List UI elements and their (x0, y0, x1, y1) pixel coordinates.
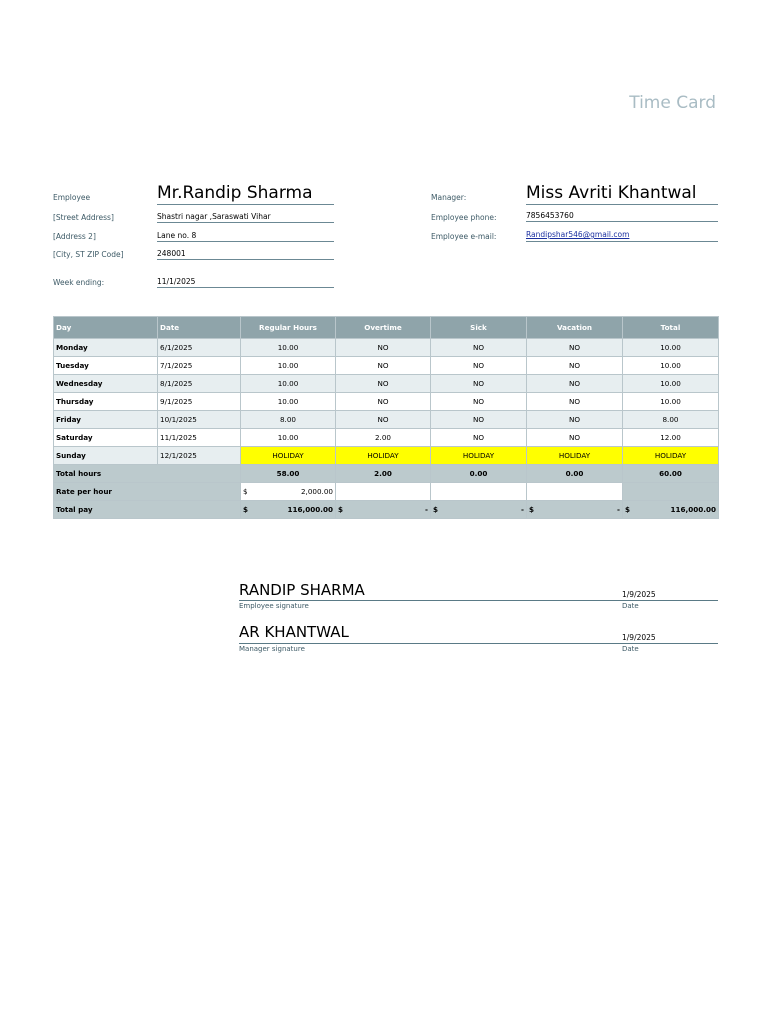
regular-hours-cell[interactable]: 8.00 (241, 411, 336, 429)
address2-label: [Address 2] (53, 232, 96, 241)
day-cell[interactable]: Sunday (54, 447, 158, 465)
manager-label: Manager: (431, 193, 467, 202)
currency-symbol: $ (243, 487, 248, 496)
date-cell[interactable]: 11/1/2025 (158, 429, 241, 447)
total-cell: 10.00 (623, 357, 719, 375)
manager-name-field[interactable] (526, 183, 718, 205)
employee-name-field[interactable] (157, 183, 334, 205)
rate-label: Rate per hour (54, 483, 241, 501)
week-ending-label: Week ending: (53, 278, 105, 287)
date-cell[interactable]: 12/1/2025 (158, 447, 241, 465)
vacation-cell[interactable]: NO (527, 339, 623, 357)
header-total: Total (623, 317, 719, 339)
total-hours-row (54, 465, 719, 483)
manager-signature[interactable]: AR KHANTWAL (239, 623, 349, 641)
regular-hours-cell[interactable]: 10.00 (241, 357, 336, 375)
day-cell[interactable]: Tuesday (54, 357, 158, 375)
table-row (54, 339, 719, 357)
employee-signature-date[interactable]: 1/9/2025 (622, 590, 656, 599)
city-field[interactable]: 248001 (157, 249, 334, 260)
city-label: [City, ST ZIP Code] (53, 250, 124, 259)
overtime-cell[interactable]: NO (336, 339, 431, 357)
date-cell[interactable]: 6/1/2025 (158, 339, 241, 357)
vacation-cell[interactable]: NO (527, 429, 623, 447)
day-cell[interactable]: Wednesday (54, 375, 158, 393)
sick-cell[interactable]: NO (431, 411, 527, 429)
overtime-cell[interactable]: NO (336, 357, 431, 375)
regular-hours-cell[interactable]: 10.00 (241, 429, 336, 447)
day-cell[interactable]: Thursday (54, 393, 158, 411)
rate-sick-cell[interactable] (431, 483, 527, 501)
total-pay-row (54, 501, 719, 519)
total-cell: 8.00 (623, 411, 719, 429)
manager-signature-date[interactable]: 1/9/2025 (622, 633, 656, 642)
week-ending-field[interactable]: 11/1/2025 (157, 277, 334, 288)
total-regular-hours: 58.00 (241, 465, 336, 483)
header-date: Date (158, 317, 241, 339)
sick-cell[interactable]: NO (431, 357, 527, 375)
pay-overtime: - (425, 505, 428, 514)
date-cell[interactable]: 7/1/2025 (158, 357, 241, 375)
currency-symbol: $ (338, 505, 344, 514)
table-row (54, 393, 719, 411)
sick-cell[interactable]: NO (431, 429, 527, 447)
vacation-cell[interactable]: NO (527, 393, 623, 411)
manager-date-caption: Date (622, 645, 639, 653)
page-title: Time Card (629, 93, 716, 113)
regular-hours-cell[interactable]: HOLIDAY (241, 447, 336, 465)
email-field[interactable] (526, 230, 718, 242)
table-row (54, 411, 719, 429)
total-all-hours: 60.00 (623, 465, 719, 483)
header-overtime: Overtime (336, 317, 431, 339)
pay-regular: 116,000.00 (287, 505, 333, 514)
pay-total-cell (623, 501, 719, 519)
regular-hours-cell[interactable]: 10.00 (241, 393, 336, 411)
header-regular-hours: Regular Hours (241, 317, 336, 339)
day-cell[interactable]: Monday (54, 339, 158, 357)
rate-overtime-cell[interactable] (336, 483, 431, 501)
pay-sick-cell (431, 501, 527, 519)
header-sick: Sick (431, 317, 527, 339)
email-label: Employee e-mail: (431, 232, 497, 241)
currency-symbol: $ (243, 505, 249, 514)
sick-cell[interactable]: HOLIDAY (431, 447, 527, 465)
manager-signature-caption: Manager signature (239, 645, 305, 653)
street-field[interactable]: Shastri nagar ,Saraswati Vihar (157, 212, 334, 223)
rate-regular-cell[interactable] (241, 483, 336, 501)
regular-hours-cell[interactable]: 10.00 (241, 375, 336, 393)
header-vacation: Vacation (527, 317, 623, 339)
total-cell: 10.00 (623, 375, 719, 393)
sick-cell[interactable]: NO (431, 393, 527, 411)
sick-cell[interactable]: NO (431, 375, 527, 393)
time-card-table (53, 316, 719, 519)
employee-signature-caption: Employee signature (239, 602, 309, 610)
total-cell: 10.00 (623, 393, 719, 411)
overtime-cell[interactable]: NO (336, 411, 431, 429)
currency-symbol: $ (433, 505, 439, 514)
table-row (54, 447, 719, 465)
overtime-cell[interactable]: 2.00 (336, 429, 431, 447)
rate-vacation-cell[interactable] (527, 483, 623, 501)
total-cell: 10.00 (623, 339, 719, 357)
overtime-cell[interactable]: NO (336, 375, 431, 393)
total-cell: 12.00 (623, 429, 719, 447)
phone-label: Employee phone: (431, 213, 497, 222)
date-cell[interactable]: 8/1/2025 (158, 375, 241, 393)
vacation-cell[interactable]: NO (527, 357, 623, 375)
pay-total: 116,000.00 (670, 505, 716, 514)
header-day: Day (54, 317, 158, 339)
total-pay-label: Total pay (54, 501, 241, 519)
vacation-cell[interactable]: NO (527, 411, 623, 429)
address2-field[interactable]: Lane no. 8 (157, 231, 334, 242)
manager-name: Miss Avriti Khantwal (526, 183, 697, 203)
rate-total-cell (623, 483, 719, 501)
regular-hours-cell[interactable]: 10.00 (241, 339, 336, 357)
date-cell[interactable]: 10/1/2025 (158, 411, 241, 429)
currency-symbol: $ (529, 505, 535, 514)
rate-value: 2,000.00 (300, 487, 333, 496)
overtime-cell[interactable]: NO (336, 393, 431, 411)
vacation-cell[interactable]: HOLIDAY (527, 447, 623, 465)
pay-sick: - (521, 505, 524, 514)
vacation-cell[interactable]: NO (527, 375, 623, 393)
table-row (54, 429, 719, 447)
total-overtime: 2.00 (336, 465, 431, 483)
email-link[interactable]: Randipshar546@gmail.com (526, 230, 630, 239)
day-cell[interactable]: Friday (54, 411, 158, 429)
employee-date-caption: Date (622, 602, 639, 610)
phone-field[interactable]: 7856453760 (526, 211, 718, 222)
currency-symbol: $ (625, 505, 631, 514)
manager-signature-line (239, 643, 718, 644)
table-row (54, 357, 719, 375)
employee-label: Employee (53, 193, 91, 202)
employee-name: Mr.Randip Sharma (157, 183, 313, 203)
pay-vacation-cell (527, 501, 623, 519)
street-label: [Street Address] (53, 213, 114, 222)
day-cell[interactable]: Saturday (54, 429, 158, 447)
date-cell[interactable]: 9/1/2025 (158, 393, 241, 411)
pay-vacation: - (617, 505, 620, 514)
employee-signature-line (239, 600, 718, 601)
rate-row (54, 483, 719, 501)
overtime-cell[interactable]: HOLIDAY (336, 447, 431, 465)
employee-signature[interactable]: RANDIP SHARMA (239, 581, 365, 599)
total-vacation: 0.00 (527, 465, 623, 483)
table-header-row (54, 317, 719, 339)
total-sick: 0.00 (431, 465, 527, 483)
table-row (54, 375, 719, 393)
total-hours-label: Total hours (54, 465, 241, 483)
pay-regular-cell (241, 501, 336, 519)
sick-cell[interactable]: NO (431, 339, 527, 357)
total-cell: HOLIDAY (623, 447, 719, 465)
pay-overtime-cell (336, 501, 431, 519)
